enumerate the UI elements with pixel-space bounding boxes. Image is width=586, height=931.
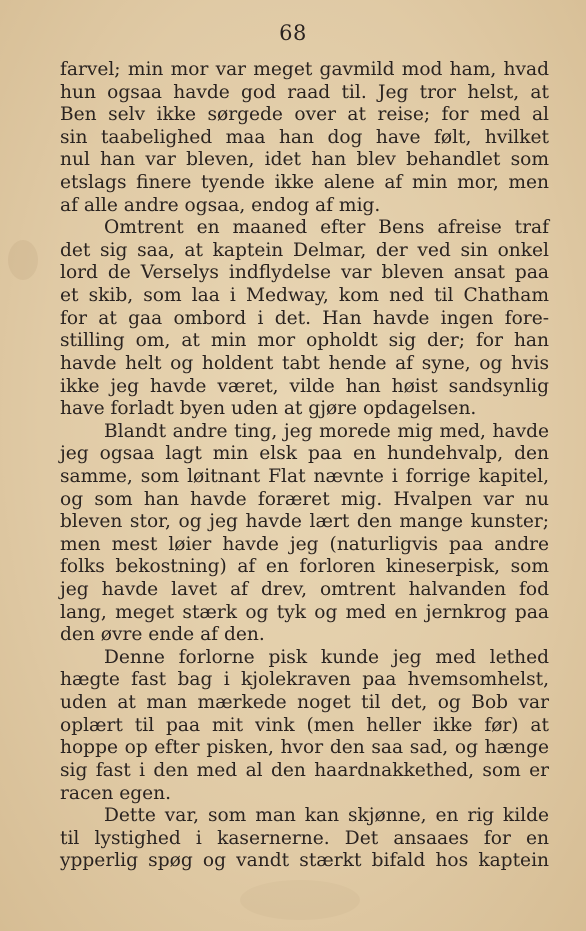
text-line: folks bekostning) af en forloren kineserpisk, som: [60, 556, 549, 578]
text-line: og som han havde foræret mig. Hvalpen var nu: [60, 488, 549, 510]
text-line: Dette var, som man kan skjønne, en rig kilde: [104, 805, 549, 827]
text-line: havde helt og holdent tabt hende af syne, og hvis: [60, 352, 549, 374]
text-line: Denne forlorne pisk kunde jeg med lethed: [104, 646, 549, 668]
text-line: hægte fast bag i kjolekraven paa hvemsomhelst,: [60, 669, 549, 691]
text-line: etslags finere tyende ikke alene af min mor, men: [60, 172, 549, 194]
text-line: jeg ogsaa lagt min elsk paa en hundehvalp, den: [60, 443, 549, 465]
text-line: sig fast i den med al den haardnakkethed, som er: [60, 759, 549, 781]
text-line: uden at man mærkede noget til det, og Bob var: [60, 692, 549, 714]
text-line: Omtrent en maaned efter Bens afreise traf: [104, 217, 549, 239]
paper-stain: [240, 880, 360, 920]
text-line: et skib, som laa i Medway, kom ned til Chatham: [60, 285, 549, 307]
text-line: den øvre ende af den.: [60, 624, 265, 646]
text-line: lang, meget stærk og tyk og med en jernkrog paa: [60, 601, 549, 623]
text-line: Ben selv ikke sørgede over at reise; for med al: [60, 104, 549, 126]
text-line: stilling om, at min mor opholdt sig der; for han: [60, 330, 549, 352]
text-line: Blandt andre ting, jeg morede mig med, havde: [104, 420, 549, 442]
body-text: [60, 59, 549, 873]
text-line: af alle andre ogsaa, endog af mig.: [60, 194, 381, 216]
text-line: for at gaa ombord i det. Han havde ingen fore-: [60, 307, 549, 329]
text-line: til lystighed i kasernerne. Det ansaaes for en: [60, 827, 549, 849]
text-line: sin taabelighed maa han dog have følt, hvilket: [60, 126, 549, 148]
text-line: det sig saa, at kaptein Delmar, der ved sin onkel: [60, 239, 549, 261]
text-line: lord de Verselys indflydelse var bleven ansat paa: [60, 262, 549, 284]
text-line: ikke jeg havde været, vilde han høist sandsynlig: [60, 375, 549, 397]
text-line: bleven stor, og jeg havde lært den mange kunster;: [60, 511, 549, 533]
text-line: hun ogsaa havde god raad til. Jeg tror helst, at: [60, 81, 549, 103]
text-line: jeg havde lavet af drev, omtrent halvanden fod: [60, 579, 549, 601]
text-line: men mest løier havde jeg (naturligvis paa andre: [60, 533, 549, 555]
paper-stain: [8, 240, 38, 280]
text-line: nul han var bleven, idet han blev behandlet som: [60, 149, 549, 171]
page-number: 68: [279, 21, 307, 45]
text-line: have forladt byen uden at gjøre opdagelsen.: [60, 398, 477, 420]
text-line: samme, som løitnant Flat nævnte i forrige kapitel,: [60, 465, 549, 487]
text-line: oplært til paa mit vink (men heller ikke før) at: [60, 714, 549, 736]
text-line: racen egen.: [60, 782, 172, 804]
text-line: hoppe op efter pisken, hvor den saa sad, og hænge: [60, 737, 549, 759]
text-line: farvel; min mor var meget gavmild mod ham, hvad: [60, 59, 549, 80]
text-line: ypperlig spøg og vandt stærkt bifald hos kaptein: [60, 850, 549, 872]
